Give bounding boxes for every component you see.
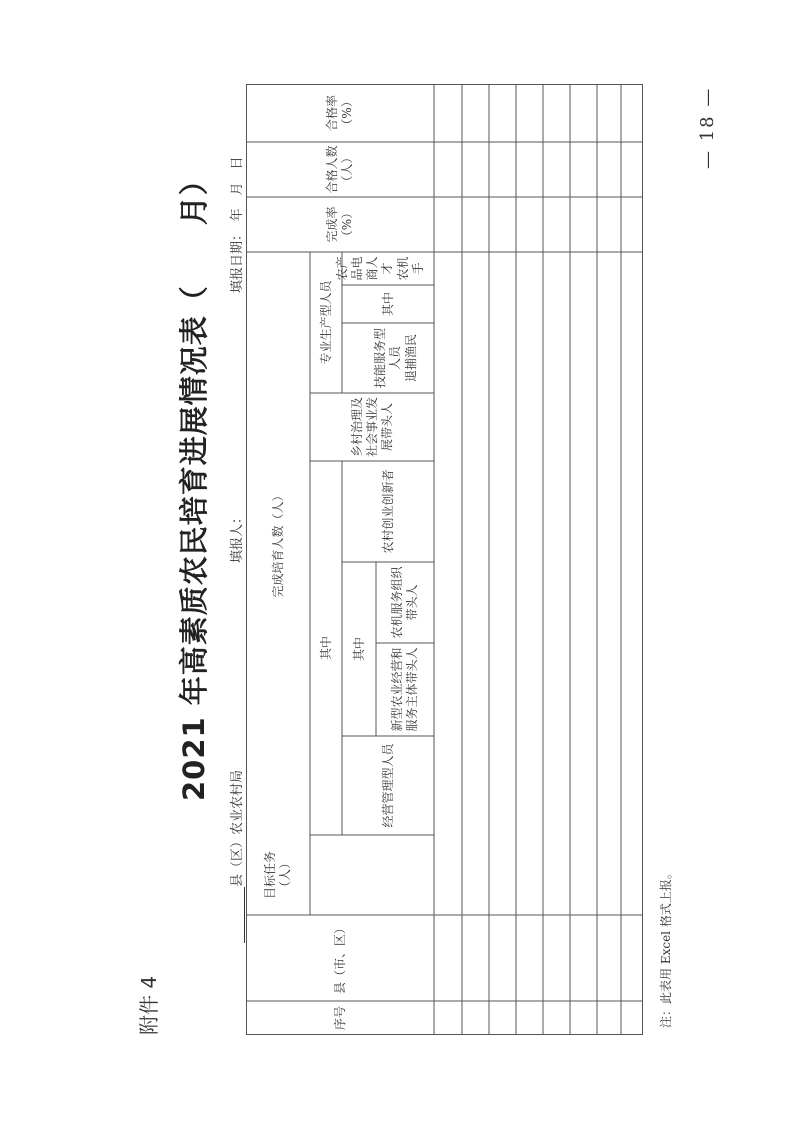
header-pass-rate: 合格率（%） bbox=[325, 95, 354, 132]
header-agri-machinery-org-leader: 农机服务组织带头人 bbox=[390, 566, 419, 639]
header-serial: 序号 bbox=[332, 1006, 347, 1031]
report-date-label: 填报日期： 年 月 日 bbox=[230, 156, 245, 293]
header-among-outer: 其中 bbox=[318, 636, 333, 661]
county-blank-line bbox=[230, 887, 245, 943]
header-skilled-service: 技能服务型人员 bbox=[373, 328, 402, 389]
header-new-entity-leader: 新型农业经营和服务主体带头人 bbox=[390, 647, 419, 732]
page-number: — 18 — bbox=[697, 86, 718, 169]
header-management-staff: 经营管理型人员 bbox=[380, 743, 395, 828]
filler-label: 填报人： bbox=[230, 510, 245, 563]
header-rural-governance-leader: 乡村治理及社会事业发展带头人 bbox=[349, 397, 394, 458]
header-completed-trainees: 完成培育人数（人） bbox=[270, 489, 285, 598]
header-completion-rate: 完成率（%） bbox=[325, 206, 354, 243]
header-county: 县（市、区） bbox=[332, 922, 347, 995]
header-among-management: 其中 bbox=[351, 637, 366, 662]
footnote: 注：此表用 Excel 格式上报。 bbox=[659, 867, 673, 1028]
progress-table bbox=[246, 84, 643, 1035]
annex-label: 附件 4 bbox=[137, 975, 161, 1035]
header-ecommerce-talent: 农产品电商人才 bbox=[335, 256, 394, 281]
header-qualified-count: 合格人数（人） bbox=[325, 145, 354, 194]
page-title: 2021 年高素质农民培育进展情况表（ 月） bbox=[177, 165, 211, 801]
header-target-task: 目标任务（人） bbox=[263, 851, 292, 900]
county-bureau-label bbox=[226, 770, 245, 943]
county-bureau-text: 县（区）农业农村局 bbox=[230, 769, 245, 887]
header-machinery-operator: 农机手 bbox=[396, 256, 425, 281]
header-retired-fisherman: 退捕渔民 bbox=[403, 334, 418, 383]
header-among-skilled: 其中 bbox=[380, 292, 395, 317]
header-professional-production: 专业生产型人员 bbox=[318, 280, 333, 365]
header-rural-innovator: 农村创业创新者 bbox=[380, 469, 395, 554]
